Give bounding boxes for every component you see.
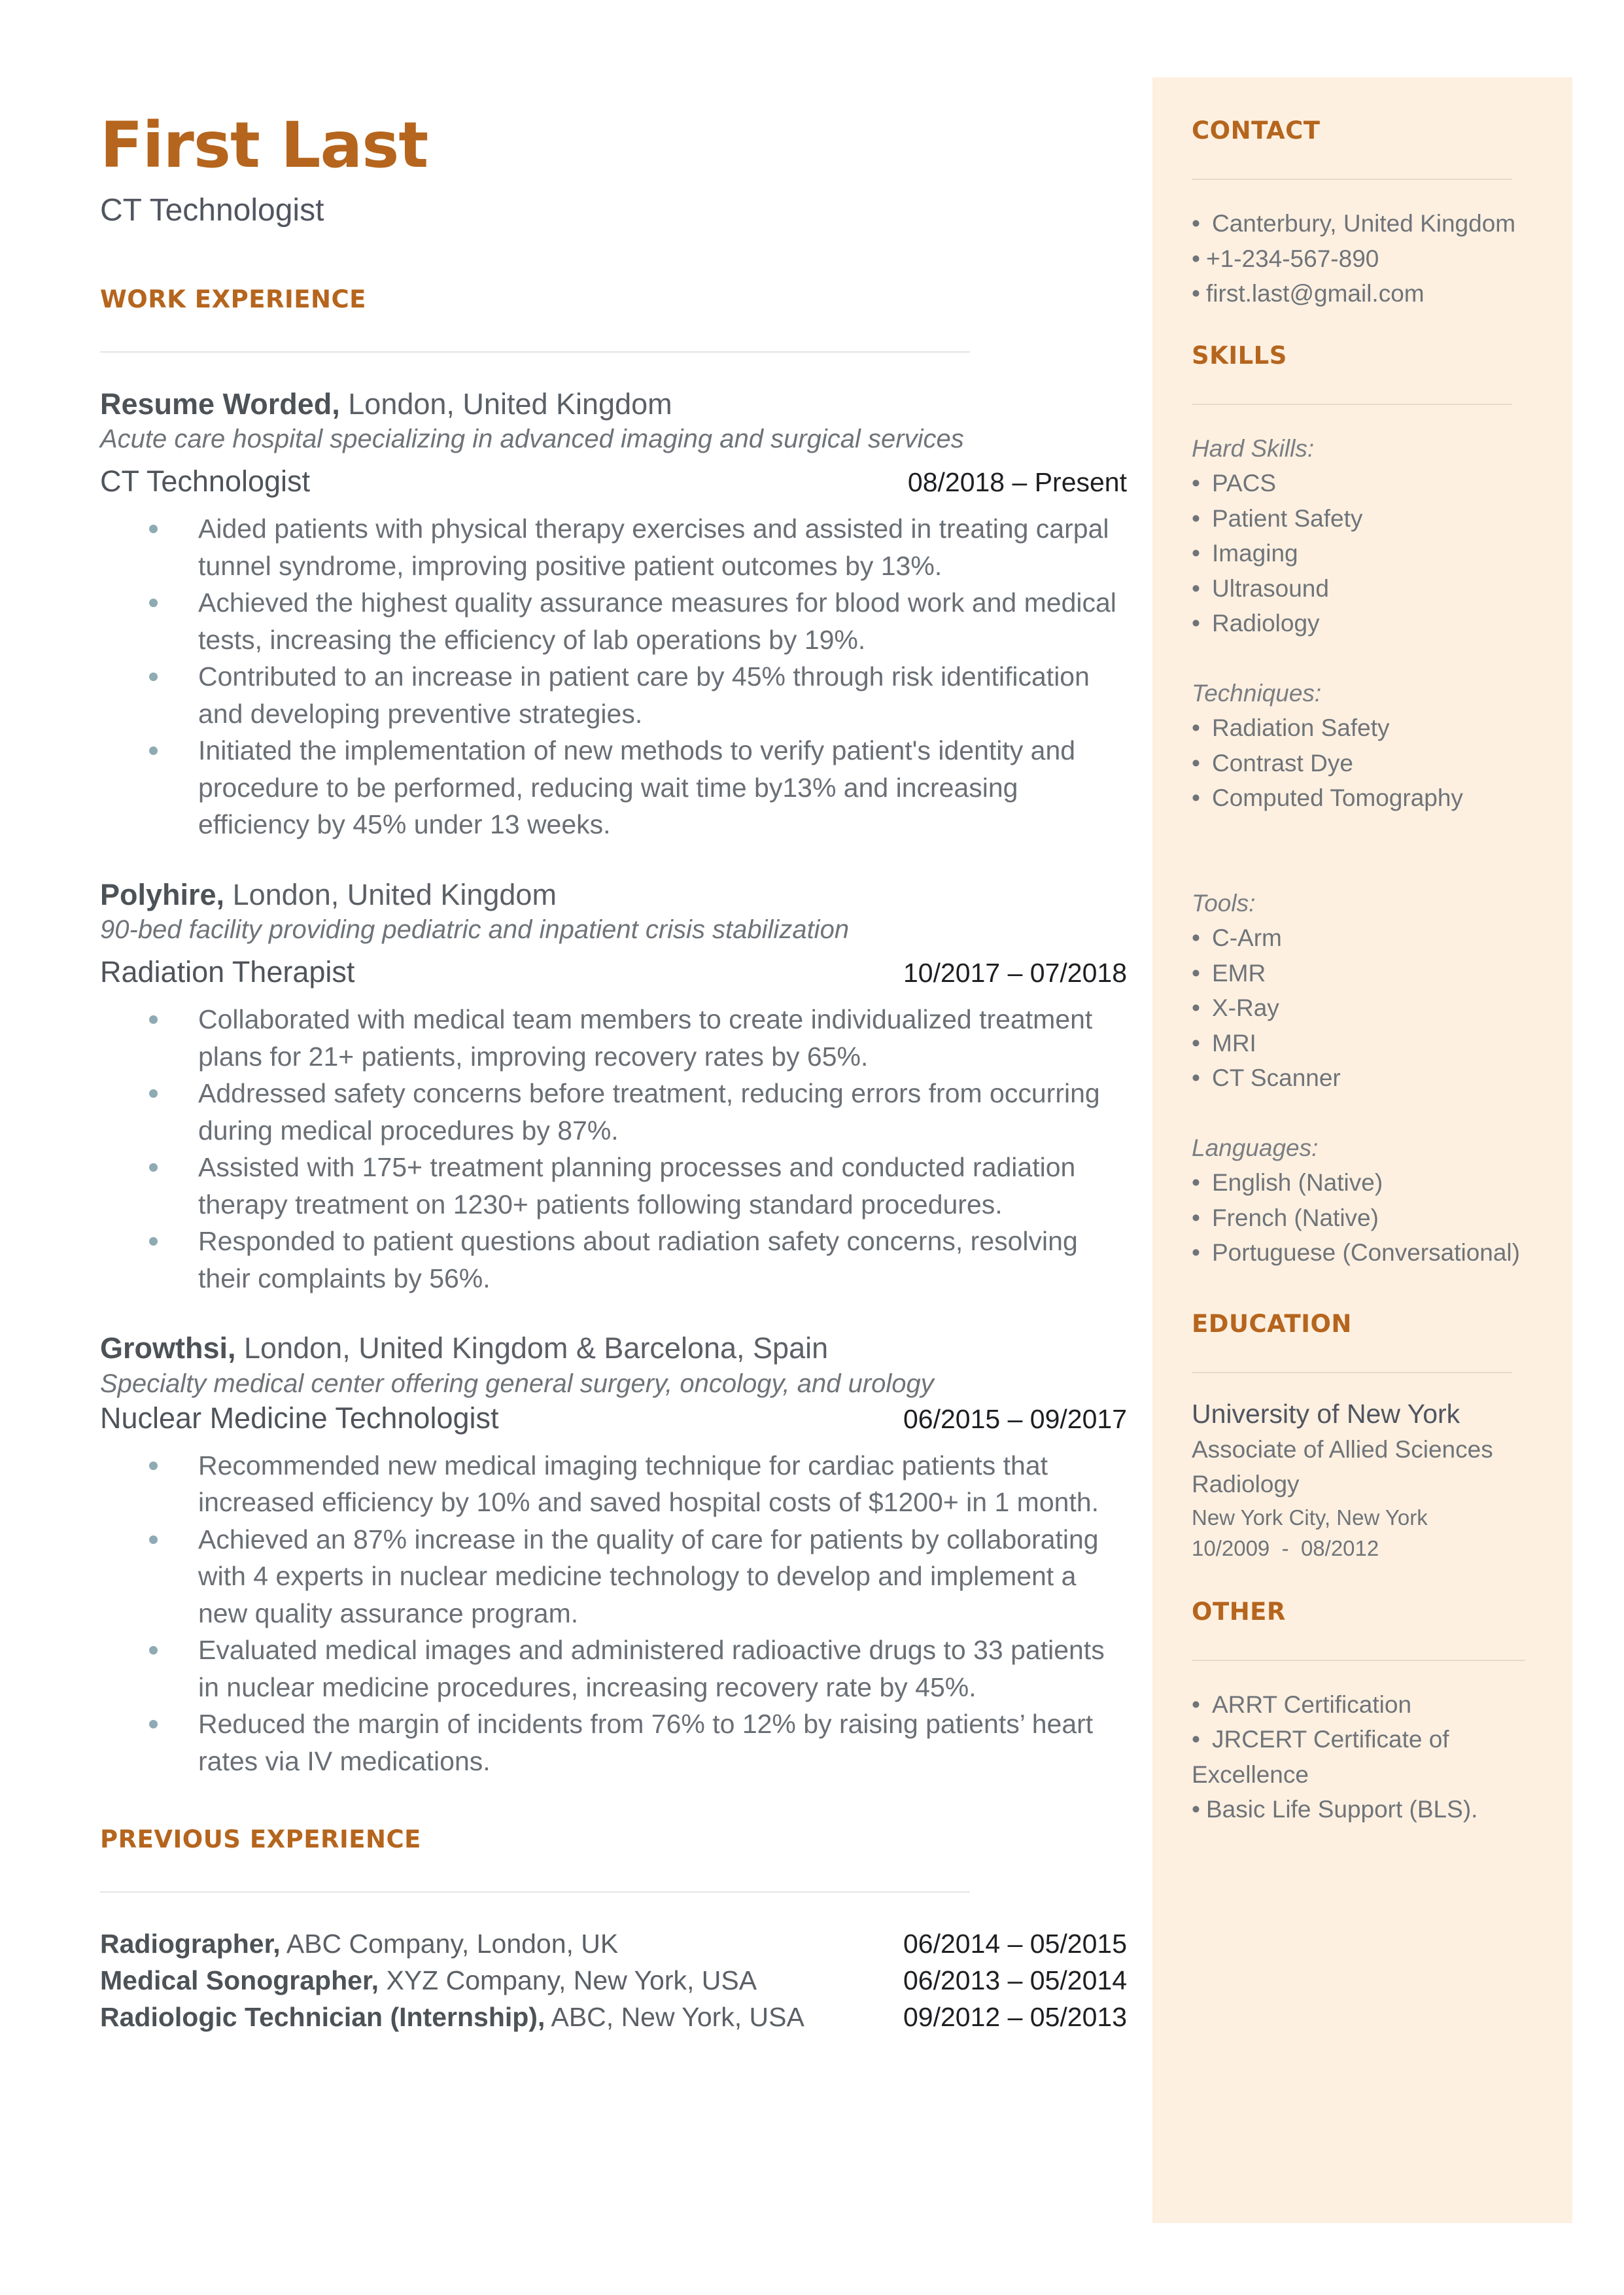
contact-email: • first.last@gmail.com [1192,276,1520,311]
previous-dates: 06/2013 – 05/2014 [903,1965,1127,1996]
skill-item: • Portuguese (Conversational) [1192,1235,1520,1270]
role-dates: 08/2018 – Present [907,467,1127,498]
skill-item: • Imaging [1192,536,1520,571]
previous-dates: 06/2014 – 05/2015 [903,1929,1127,1959]
divider [100,1891,970,1893]
bullet-dot-icon: • [1192,610,1200,637]
bullet-dot-icon: • [1192,1726,1200,1753]
main-column [100,111,1127,2035]
bullet-dot-icon: • [1192,994,1200,1021]
bullet-dot-icon: • [1192,504,1200,532]
previous-dates: 09/2012 – 05/2013 [903,2002,1127,2033]
contact-location: • Canterbury, United Kingdom [1192,206,1520,241]
bullet-dot-icon: • [1192,245,1200,272]
company-location: London, United Kingdom [348,387,672,421]
skill-item: • French (Native) [1192,1200,1520,1236]
achievement-bullet: Contributed to an increase in patient care by 45% through risk identification and developing preventive strategies. [198,658,1127,732]
skill-item: • Computed Tomography [1192,780,1520,816]
previous-company: XYZ Company, New York, USA [386,1965,757,1996]
skill-item: • PACS [1192,466,1520,501]
bullet-dot-icon: • [1192,540,1200,567]
bullet-dot-icon: • [1192,959,1200,987]
education-heading: EDUCATION [1192,1309,1352,1338]
company-location: London, United Kingdom & Barcelona, Spain [244,1331,829,1365]
divider [1192,1372,1512,1373]
job-entry [100,1329,1127,1779]
role-title: Nuclear Medicine Technologist [100,1401,499,1435]
contact-heading: CONTACT [1192,116,1321,145]
previous-role: Radiologic Technician (Internship), [100,2002,545,2033]
bullet-dot-icon: • [1192,210,1200,237]
previous-role: Medical Sonographer, [100,1965,379,1996]
previous-experience-item [100,1962,1127,1999]
achievement-list [100,1001,1127,1297]
divider [1192,1660,1525,1661]
bullet-dot-icon: • [1192,784,1200,811]
skill-group [1192,431,1520,641]
divider [1192,179,1512,180]
other-list [1192,1687,1520,1827]
role-title: CT Technologist [100,464,311,499]
role-title: Radiation Therapist [100,955,355,989]
sidebar [1152,77,1572,2223]
skills-heading: SKILLS [1192,341,1287,370]
previous-company: ABC, New York, USA [551,2002,804,2033]
skill-group-label: Techniques: [1192,679,1322,707]
previous-experience-item [100,1925,1127,1962]
skill-group-label: Hard Skills: [1192,434,1315,462]
skill-item: • Ultrasound [1192,571,1520,606]
job-title: CT Technologist [100,192,324,228]
previous-role: Radiographer, [100,1929,281,1959]
education-location: New York City, New York [1192,1505,1428,1530]
achievement-bullet: Addressed safety concerns before treatment, reducing errors from occurring during medical procedures by 87%. [198,1075,1127,1149]
skill-item: • Contrast Dye [1192,746,1520,781]
education-school: University of New York [1192,1398,1460,1429]
achievement-bullet: Achieved the highest quality assurance measures for blood work and medical tests, increasing the efficiency of lab operations by 19%. [198,584,1127,658]
bullet-dot-icon: • [1192,280,1200,307]
achievement-list [100,510,1127,843]
previous-experience-item [100,1999,1127,2035]
achievement-bullet: Achieved an 87% increase in the quality of care for patients by collaborating with 4 experts in nuclear medicine technology to develop and implement a new quality assurance program. [198,1521,1127,1632]
achievement-bullet: Assisted with 175+ treatment planning processes and conducted radiation therapy treatment on 1230+ patients following standard procedures. [198,1149,1127,1223]
skill-group [1192,1130,1520,1270]
job-entry [100,876,1127,1297]
achievement-bullet: Initiated the implementation of new methods to verify patient's identity and procedure to be performed, reducing wait time by13% and increasing efficiency by 45% under 13 weeks. [198,732,1127,843]
job-entry [100,385,1127,843]
skill-item: • English (Native) [1192,1165,1520,1200]
education-degree: Associate of Allied Sciences [1192,1435,1493,1463]
skill-item: • EMR [1192,956,1520,991]
candidate-name: First Last [100,109,428,182]
achievement-bullet: Reduced the margin of incidents from 76% to 12% by raising patients’ heart rates via IV medications. [198,1706,1127,1779]
education-dates: 10/2009 - 08/2012 [1192,1535,1379,1560]
contact-phone: • +1-234-567-890 [1192,241,1520,277]
bullet-dot-icon: • [1192,1169,1200,1196]
bullet-dot-icon: • [1192,574,1200,602]
previous-company: ABC Company, London, UK [286,1929,619,1959]
skill-item: • X-Ray [1192,990,1520,1026]
skill-item: • Radiation Safety [1192,710,1520,746]
skill-item: • MRI [1192,1026,1520,1061]
bullet-dot-icon: • [1192,470,1200,497]
skill-item: • C-Arm [1192,920,1520,956]
other-item: • JRCERT Certificate of Excellence [1192,1722,1520,1792]
company-name: Resume Worded, [100,387,340,421]
skill-group [1192,886,1520,1096]
work-experience-heading: WORK EXPERIENCE [100,285,366,313]
skill-group-label: Tools: [1192,889,1256,917]
company-name: Growthsi, [100,1331,236,1365]
company-description: 90-bed facility providing pediatric and inpatient crisis stabilization [100,915,850,945]
other-item: • ARRT Certification [1192,1687,1520,1723]
bullet-dot-icon: • [1192,1064,1200,1091]
previous-experience-heading: PREVIOUS EXPERIENCE [100,1825,421,1854]
skill-item: • Radiology [1192,606,1520,641]
company-location: London, United Kingdom [232,877,557,911]
company-name: Polyhire, [100,877,225,911]
bullet-dot-icon: • [1192,749,1200,777]
education-field: Radiology [1192,1471,1300,1498]
achievement-bullet: Aided patients with physical therapy exercises and assisted in treating carpal tunnel syndrome, improving positive patient outcomes by 13%. [198,510,1127,584]
other-heading: OTHER [1192,1597,1286,1626]
divider [100,351,970,353]
role-dates: 10/2017 – 07/2018 [903,958,1127,989]
skill-group-label: Languages: [1192,1134,1319,1161]
previous-experience-list [100,1925,1127,2035]
skill-group [1192,676,1520,816]
achievement-bullet: Collaborated with medical team members to create individualized treatment plans for 21+ patients, improving recovery rates by 65%. [198,1001,1127,1075]
achievement-list [100,1447,1127,1780]
role-dates: 06/2015 – 09/2017 [903,1403,1127,1434]
bullet-dot-icon: • [1192,1204,1200,1231]
bullet-dot-icon: • [1192,1029,1200,1057]
contact-list [1192,206,1520,311]
bullet-dot-icon: • [1192,1239,1200,1266]
achievement-bullet: Evaluated medical images and administered radioactive drugs to 33 patients in nuclear medicine procedures, increasing recovery rate by 45%. [198,1632,1127,1706]
bullet-dot-icon: • [1192,924,1200,951]
company-description: Acute care hospital specializing in advanced imaging and surgical services [100,425,964,454]
divider [1192,404,1512,405]
skill-item: • Patient Safety [1192,501,1520,536]
company-description: Specialty medical center offering general surgery, oncology, and urology [100,1369,934,1398]
other-item: • Basic Life Support (BLS). [1192,1792,1520,1827]
bullet-dot-icon: • [1192,1796,1200,1823]
skill-item: • CT Scanner [1192,1060,1520,1096]
bullet-dot-icon: • [1192,1691,1200,1718]
bullet-dot-icon: • [1192,714,1200,741]
achievement-bullet: Recommended new medical imaging technique for cardiac patients that increased efficiency by 10% and saved hospital costs of $1200+ in 1 month. [198,1447,1127,1521]
achievement-bullet: Responded to patient questions about radiation safety concerns, resolving their complaints by 56%. [198,1223,1127,1297]
